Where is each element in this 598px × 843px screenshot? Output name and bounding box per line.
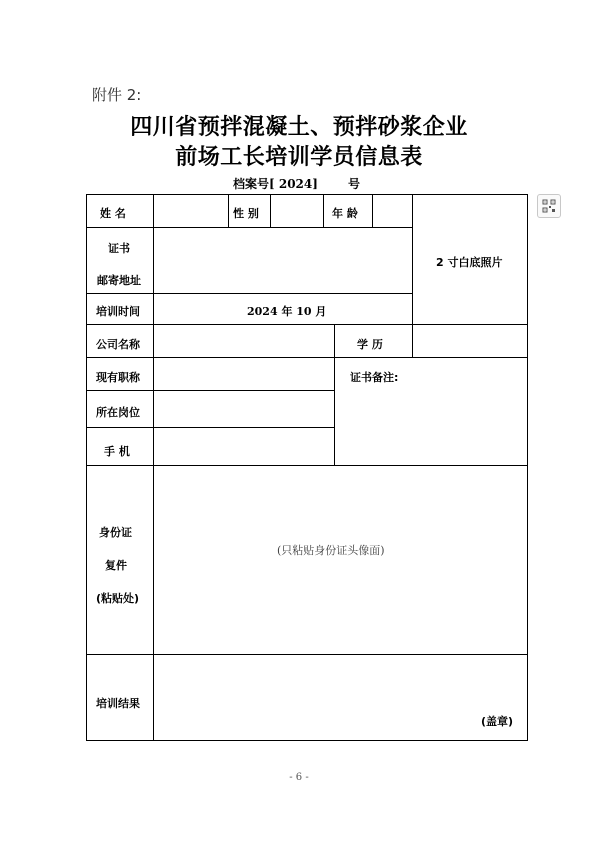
form-title-line1: 四川省预拌混凝土、预拌砂浆企业 <box>130 115 468 140</box>
address-label: 邮寄地址 <box>97 274 141 287</box>
age-label: 年 龄 <box>332 207 358 220</box>
page-number: - 6 - <box>289 772 309 783</box>
photo-placeholder: 2 寸白底照片 <box>436 256 503 269</box>
phone-label: 手 机 <box>104 445 130 458</box>
position-label: 所在岗位 <box>96 406 140 419</box>
cert-note-label: 证书备注: <box>350 371 399 384</box>
id-paste-hint: (只粘贴身份证头像面) <box>277 544 385 557</box>
file-number <box>233 175 360 192</box>
attachment-label: 附件 2: <box>92 86 142 104</box>
qr-scan-icon[interactable] <box>537 194 561 218</box>
title-label: 现有职称 <box>96 371 140 384</box>
file-number-prefix: 档案号[ 2024] <box>233 177 318 191</box>
id-paste-label: (粘贴处) <box>96 592 140 605</box>
gender-label: 性 别 <box>233 207 259 220</box>
training-time-label: 培训时间 <box>96 305 140 318</box>
training-time-value: 2024 年 10 月 <box>247 305 327 318</box>
cert-label: 证书 <box>108 242 130 255</box>
company-label: 公司名称 <box>96 338 140 351</box>
form-title-line2: 前场工长培训学员信息表 <box>175 145 423 170</box>
id-card-label: 身份证 <box>99 526 132 539</box>
file-number-suffix: 号 <box>347 177 360 191</box>
stamp-label: (盖章) <box>481 715 514 728</box>
training-result-label: 培训结果 <box>96 697 140 710</box>
education-label: 学 历 <box>357 338 383 351</box>
id-copy-label: 复件 <box>105 559 127 572</box>
qr-code-icon <box>542 199 556 213</box>
name-label: 姓 名 <box>100 207 126 220</box>
